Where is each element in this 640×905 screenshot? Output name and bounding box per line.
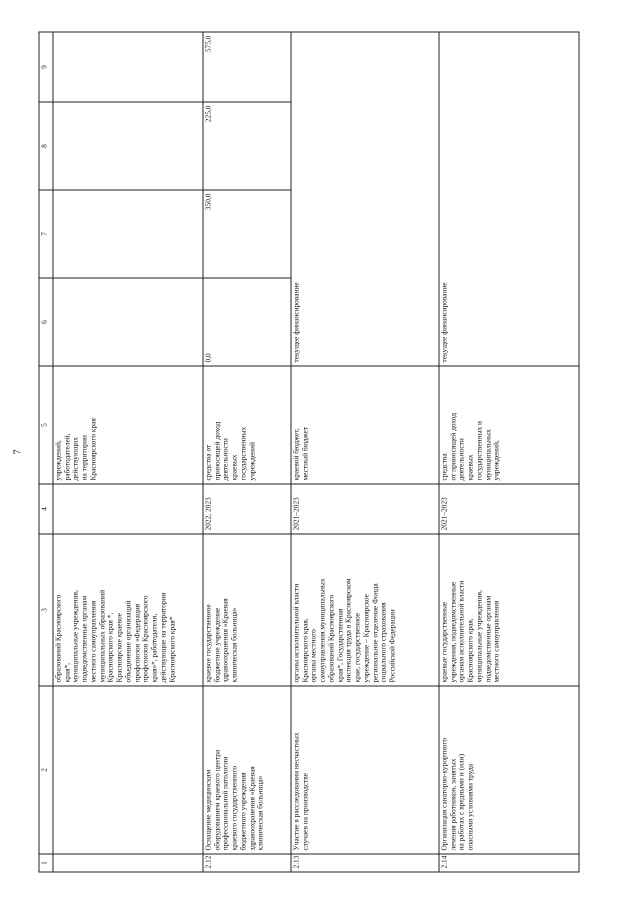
column-number-row [39,32,53,872]
financing-note [439,32,579,366]
activity-name: Участие в расследовании несчастных случаев на производстве [291,686,439,854]
header-col-6: 6 [39,278,53,366]
program-activities-table [39,31,580,872]
header-col-8: 8 [39,102,53,190]
header-col-9: 9 [39,32,53,102]
executors: органы исполнительной власти Красноярского края, органы местного самоуправления муниципальных образований Красноярского края*, Государственная инспекция труда в Красноярском крае, государственное учреждение – Красноярское региональное отделение Фонда социального страхования Российской Федерации [291,534,439,686]
header-col-1: 1 [39,854,53,872]
row-number: 2.13 [291,854,439,872]
funding-source: краевой бюджет, местный бюджет [291,366,439,484]
header-col-2: 2 [39,686,53,854]
cell-executors: образований Красноярского края*, муниципальные учреждения, подведомственные органам местного самоуправления муниципальных образований Красноярского края *, Красноярское краевое объединение организаций профсоюзов «Федерация профсоюзов Красноярского края»*, работодатели, действующие на территории Красноярского края* [53,534,203,686]
table-row-2-12 [203,32,291,872]
cell-extra [53,32,203,102]
years: 2021–2023 [291,484,439,534]
amount-2023: 225,0 [203,102,291,190]
rotated-table-container [39,32,602,872]
header-col-7: 7 [39,190,53,278]
financing-text: текущее финансирование [439,281,449,362]
header-col-5: 5 [39,366,53,484]
cell-source: учреждений, работодателей, действующих на территории Красноярского края [53,366,203,484]
funding-source: средства от приносящей доход деятельности краевых государственных учреждений [203,366,291,484]
funding-source: средства от приносящей доход деятельности краевых государственных и муниципальных учреждений, [439,366,579,484]
row-number: 2.12 [203,854,291,872]
page-number: 7 [12,449,24,455]
table-row-2-13 [291,32,439,872]
cell-num [53,854,203,872]
activity-name: Оснащение медицинским оборудованием краевого центра профессиональной патологии краевого государственного бюджетного учреждения здравоохранения «Краевая клиническая больница» [203,686,291,854]
years: 2021–2023 [439,484,579,534]
cell-name [53,686,203,854]
financing-text: текущее финансирование [291,281,301,362]
amount-total: 0,0 [203,278,291,366]
cell-y2022 [53,190,203,278]
years: 2022, 2023 [203,484,291,534]
financing-note [291,32,439,366]
header-col-4: 4 [39,484,53,534]
table-row-continuation [53,32,203,872]
executors: краевое государственное бюджетное учреждение здравоохранения «Краевая клиническая больница» [203,534,291,686]
amount-2022: 350,0 [203,190,291,278]
activity-name: Организация санаторно-курортного лечения работников, занятых на работах с вредными и (или) опасными условиями труда [439,686,579,854]
header-col-3: 3 [39,534,53,686]
row-number: 2.14 [439,854,579,872]
cell-total [53,278,203,366]
executors: краевые государственные учреждения, подведомственные органам исполнительной власти Красноярского края, муниципальные учреждения, подведомственные органам местного самоуправления [439,534,579,686]
cell-years [53,484,203,534]
amount-extra: 575,0 [203,32,291,102]
table-row-2-14 [439,32,579,872]
cell-y2023 [53,102,203,190]
